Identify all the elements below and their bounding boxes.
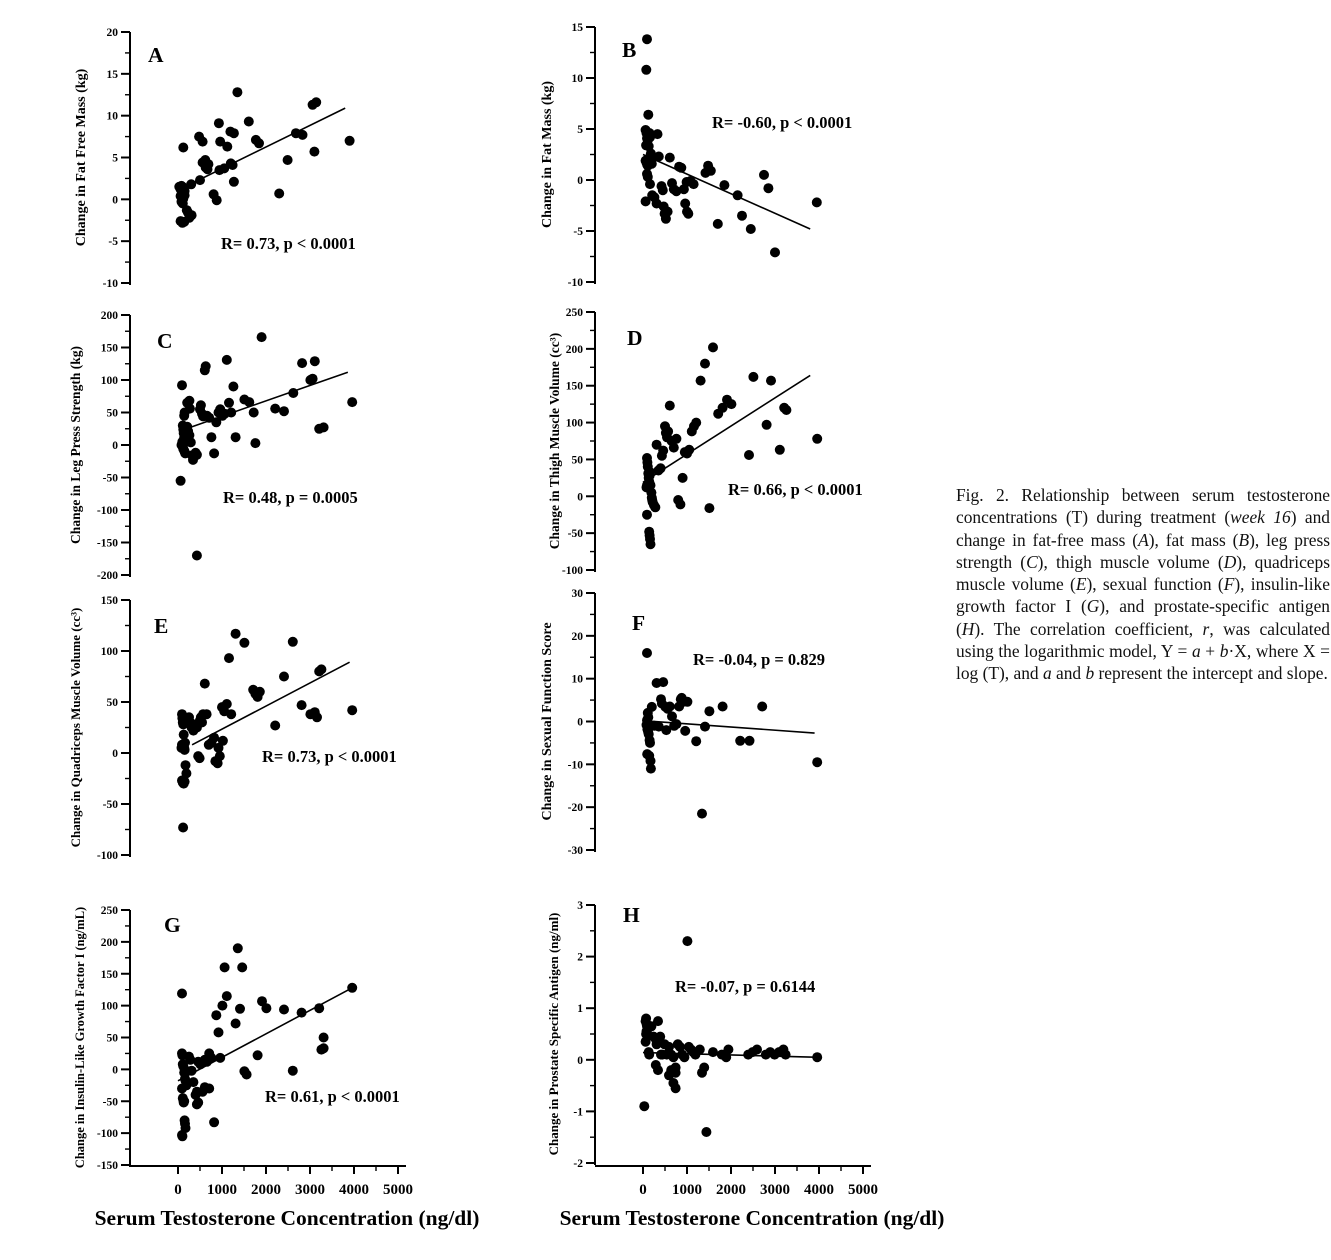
x-axis-title-right: Serum Testosterone Concentration (ng/dl) bbox=[559, 1206, 945, 1230]
figure-caption-text: Fig. 2. Relationship between serum testosterone concentrations (T) during treatment (week 16) and change in fat-free mass (A), fat mass (B), leg press strength (C), thigh muscle volume (D), quadriceps muscle volume (E), sexual function (F), insulin-like growth factor I (G), and prostate-specific antigen (H). The correlation coefficient, r, was calculated using the logarithmic model, Y = a + b·X, where X = log (T), and a and b represent the intercept and slope. bbox=[956, 485, 1330, 684]
y-tick-label: 50 bbox=[106, 697, 118, 709]
x-tick-label: 3000 bbox=[760, 1182, 790, 1198]
plot-svg-f bbox=[525, 582, 957, 862]
y-tick-label: -150 bbox=[96, 1160, 118, 1172]
y-tick-label: 15 bbox=[571, 22, 583, 34]
y-tick-label: -1 bbox=[573, 1106, 583, 1119]
scatter-panel-g bbox=[60, 892, 522, 1202]
y-axis bbox=[562, 307, 595, 577]
figure-caption bbox=[956, 484, 1330, 685]
y-tick-label: 0 bbox=[112, 194, 118, 207]
y-tick-label: 0 bbox=[577, 175, 583, 187]
plot-svg-c bbox=[60, 297, 522, 589]
y-tick-label: 150 bbox=[565, 380, 583, 393]
y-tick-label: -50 bbox=[102, 1096, 118, 1109]
y-tick-label: 20 bbox=[571, 630, 583, 643]
x-tick-label: 5000 bbox=[848, 1182, 878, 1198]
y-axis bbox=[97, 310, 130, 582]
y-axis-label: Change in Leg Press Strength (kg) bbox=[68, 346, 83, 544]
y-tick-label: 10 bbox=[106, 110, 118, 123]
x-tick-label: 1000 bbox=[672, 1182, 702, 1198]
y-tick-label: -200 bbox=[96, 570, 118, 582]
y-tick-label: 100 bbox=[100, 375, 118, 387]
y-tick-label: 10 bbox=[571, 673, 583, 686]
y-tick-label: 5 bbox=[577, 124, 583, 136]
y-tick-label: 10 bbox=[571, 73, 583, 85]
plot-svg-e bbox=[60, 582, 522, 867]
regression-line bbox=[192, 662, 350, 745]
y-tick-label: 100 bbox=[100, 1000, 118, 1013]
y-tick-label: -100 bbox=[96, 505, 118, 517]
y-tick-label: -50 bbox=[102, 472, 118, 485]
data-points bbox=[177, 943, 357, 1141]
correlation-annotation: R= 0.61, p < 0.0001 bbox=[265, 1087, 400, 1106]
y-axis-label: Change in Sexual Function Score bbox=[540, 622, 555, 821]
x-tick-label: 2000 bbox=[251, 1182, 281, 1198]
y-tick-label: 150 bbox=[100, 342, 118, 355]
x-axis bbox=[595, 1166, 878, 1198]
data-points bbox=[642, 342, 823, 549]
x-tick-label: 5000 bbox=[383, 1182, 413, 1198]
y-axis-label: Change in Quadriceps Muscle Volume (cc³) bbox=[68, 607, 83, 848]
y-tick-label: 250 bbox=[565, 307, 583, 319]
y-tick-label: -150 bbox=[96, 537, 118, 550]
x-tick-label: 1000 bbox=[207, 1182, 237, 1198]
data-points bbox=[177, 629, 358, 833]
panel-letter: H bbox=[623, 903, 640, 927]
y-tick-label: 250 bbox=[100, 905, 118, 917]
scatter-panel-e bbox=[60, 582, 522, 867]
x-tick-label: 2000 bbox=[716, 1182, 746, 1198]
y-tick-label: 20 bbox=[106, 27, 118, 39]
correlation-annotation: R= -0.60, p < 0.0001 bbox=[712, 113, 853, 132]
x-tick-label: 0 bbox=[639, 1182, 647, 1198]
y-tick-label: 100 bbox=[565, 417, 583, 430]
y-tick-label: 0 bbox=[112, 440, 118, 452]
y-tick-label: 5 bbox=[112, 152, 118, 165]
x-tick-label: 3000 bbox=[295, 1182, 325, 1198]
y-axis-label: Change in Fat Mass (kg) bbox=[540, 80, 555, 229]
x-tick-label: 0 bbox=[174, 1182, 182, 1198]
y-tick-label: 150 bbox=[100, 968, 118, 981]
correlation-annotation: R= 0.48, p = 0.0005 bbox=[223, 488, 358, 507]
y-tick-label: 100 bbox=[100, 646, 118, 658]
y-axis bbox=[568, 22, 595, 289]
data-points bbox=[639, 936, 822, 1137]
y-tick-label: -5 bbox=[108, 236, 118, 249]
y-tick-label: 50 bbox=[571, 454, 583, 467]
panel-letter: B bbox=[622, 38, 637, 62]
y-axis bbox=[97, 905, 130, 1172]
correlation-annotation: R= 0.73, p < 0.0001 bbox=[262, 747, 397, 766]
plot-svg-d bbox=[525, 297, 957, 582]
y-tick-label: -50 bbox=[102, 799, 118, 811]
y-tick-label: -30 bbox=[567, 845, 583, 857]
y-tick-label: -2 bbox=[573, 1158, 583, 1170]
scatter-panel-h bbox=[525, 890, 957, 1202]
y-tick-label: 1 bbox=[577, 1003, 583, 1016]
y-tick-label: -5 bbox=[573, 226, 583, 238]
scatter-panel-b bbox=[525, 12, 957, 299]
x-tick-label: 4000 bbox=[339, 1182, 369, 1198]
y-tick-label: 3 bbox=[577, 900, 583, 912]
y-axis bbox=[568, 588, 595, 857]
y-tick-label: 0 bbox=[577, 716, 583, 729]
y-tick-label: 0 bbox=[577, 491, 583, 504]
y-tick-label: 150 bbox=[100, 595, 118, 607]
x-axis bbox=[130, 1166, 413, 1198]
data-points bbox=[641, 34, 822, 257]
y-tick-label: 0 bbox=[577, 1054, 583, 1067]
x-axis-title-left: Serum Testosterone Concentration (ng/dl) bbox=[94, 1206, 480, 1230]
panel-letter: A bbox=[148, 43, 164, 67]
y-tick-label: -10 bbox=[102, 278, 118, 290]
y-tick-label: 15 bbox=[106, 68, 118, 81]
data-points bbox=[174, 87, 354, 228]
y-tick-label: 0 bbox=[112, 1064, 118, 1077]
plot-svg-g bbox=[60, 892, 522, 1202]
y-axis-label: Change in Fat Free Mass (kg) bbox=[74, 68, 89, 247]
data-points bbox=[176, 332, 358, 560]
data-points bbox=[642, 648, 826, 819]
y-tick-label: 30 bbox=[571, 588, 583, 600]
correlation-annotation: R= -0.07, p = 0.6144 bbox=[675, 977, 816, 996]
y-tick-label: -50 bbox=[567, 528, 583, 541]
y-tick-label: -10 bbox=[567, 277, 583, 289]
y-axis bbox=[97, 595, 130, 862]
y-tick-label: -20 bbox=[567, 802, 583, 815]
x-tick-label: 4000 bbox=[804, 1182, 834, 1198]
y-axis-label: Change in Thigh Muscle Volume (cc³) bbox=[547, 332, 562, 550]
scatter-panel-a bbox=[60, 14, 522, 299]
y-axis-label: Change in Insulin-Like Growth Factor I (ng/mL) bbox=[73, 906, 87, 1169]
plot-svg-a bbox=[60, 14, 522, 299]
panel-letter: E bbox=[154, 614, 169, 638]
y-tick-label: 0 bbox=[112, 748, 118, 760]
panel-letter: G bbox=[164, 913, 181, 937]
y-tick-label: 200 bbox=[100, 310, 118, 322]
correlation-annotation: R= -0.04, p = 0.829 bbox=[693, 650, 826, 669]
scatter-panel-d bbox=[525, 297, 957, 582]
plot-svg-b bbox=[525, 12, 957, 299]
y-tick-label: 50 bbox=[106, 407, 118, 420]
plot-svg-h bbox=[525, 890, 957, 1202]
panel-letter: F bbox=[632, 611, 646, 635]
y-tick-label: -100 bbox=[96, 850, 118, 862]
y-tick-label: 200 bbox=[565, 343, 583, 356]
y-tick-label: 2 bbox=[577, 951, 583, 964]
y-axis-label: Change in Prostate Specific Antigen (ng/ml) bbox=[546, 912, 561, 1156]
y-tick-label: -10 bbox=[567, 759, 583, 772]
correlation-annotation: R= 0.73, p < 0.0001 bbox=[221, 234, 356, 253]
scatter-panel-c bbox=[60, 297, 522, 589]
y-tick-label: -100 bbox=[96, 1128, 118, 1141]
y-tick-label: -100 bbox=[561, 565, 583, 577]
y-tick-label: 50 bbox=[106, 1032, 118, 1045]
y-tick-label: 200 bbox=[100, 936, 118, 949]
scatter-panel-f bbox=[525, 582, 957, 862]
correlation-annotation: R= 0.66, p < 0.0001 bbox=[728, 480, 863, 499]
y-axis bbox=[103, 27, 130, 290]
panel-letter: D bbox=[627, 326, 643, 350]
panel-letter: C bbox=[157, 329, 173, 353]
y-axis bbox=[573, 900, 595, 1170]
